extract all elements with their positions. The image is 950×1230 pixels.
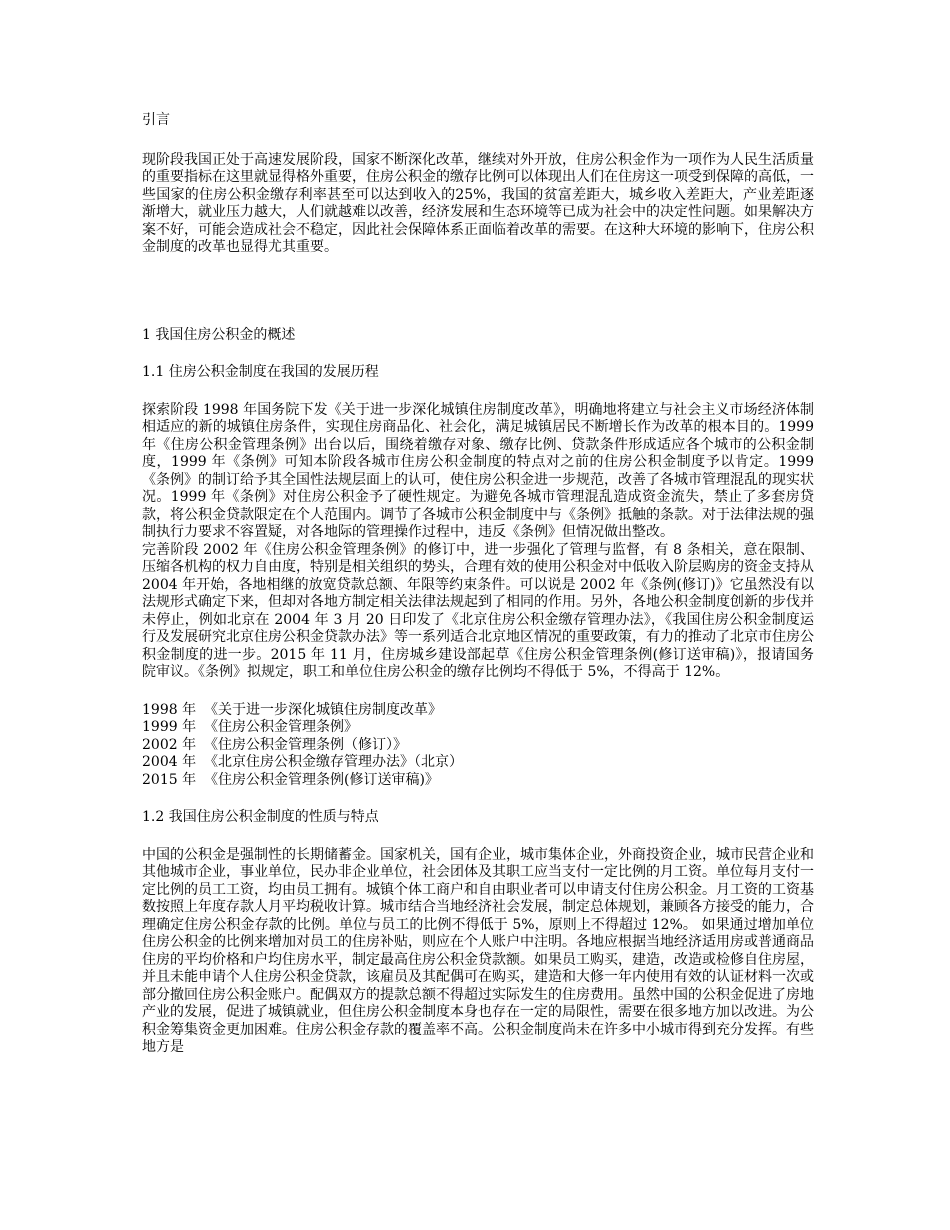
spacer (142, 789, 814, 809)
timeline-year: 1999 年 (142, 719, 197, 735)
timeline-document-title: 《关于进一步深化城镇住房制度改革》 (204, 701, 442, 718)
timeline-row (142, 754, 814, 772)
spacer (142, 382, 814, 402)
timeline-document-title: 《住房公积金管理条例(修订送审稿)》 (204, 771, 439, 788)
intro-heading: 引言 (142, 112, 170, 128)
section-1-heading: 1 我国住房公积金的概述 (142, 326, 296, 343)
spacer (142, 130, 814, 152)
timeline-year: 1998 年 (142, 701, 197, 718)
spacer (142, 344, 814, 364)
timeline-row (142, 772, 814, 790)
spacer (142, 257, 814, 327)
timeline-list (142, 702, 814, 790)
timeline-year: 2004 年 (142, 754, 197, 770)
timeline-document-title: 《住房公积金管理条例（修订）》 (204, 736, 407, 753)
timeline-row (142, 719, 814, 737)
section-1-1-paragraph-2: 完善阶段 2002 年《住房公积金管理条例》的修订中，进一步强化了管理与监督，有 8 条相关，意在限制、压缩各机构的权力自由度，特别是相关组织的势头，合理有效的使用公积金对中低收入阶层购房的资金支持从 2004 年开始，各地相继的放宽贷款总额、年限等约束条件。可以说是 2002 年《条例(修订)》它虽然没有以法规形式确定下来，但却对各地方制定相关法律法规起到了相同的作用。另外，各地公积金制度创新的步伐并未停止，例如北京在 2004 年 3 月 20 日印发了《北京住房公积金缴存管理办法》，《我国住房公积金制度运行及发展研究北京住房公积金贷款办法》等一系列适合北京地区情况的重要政策，有力的推动了北京市住房公积金制度的进一步。2015 年 11 月，住房城乡建设部起草《住房公积金管理条例(修订送审稿)》，报请国务院审议。《条例》拟规定，职工和单位住房公积金的缴存比例均不得低于 5%，不得高于 12%。 (142, 541, 814, 680)
timeline-year: 2002 年 (142, 736, 197, 753)
section-1-2-paragraph: 中国的公积金是强制性的长期储蓄金。国家机关，国有企业，城市集体企业，外商投资企业，城市民营企业和其他城市企业，事业单位，民办非企业单位，社会团体及其职工应当支付一定比例的月工资。单位每月支付一定比例的员工工资，均由员工拥有。城镇个体工商户和自由职业者可以申请支付住房公积金。月工资的工资基数按照上年度存款人月平均税收计算。城市结合当地经济社会发展，制定总体规划，兼顾各方接受的能力，合理确定住房公积金存款的比例。单位与员工的比例不得低于 5%，原则上不得超过 12%。 如果通过增加单位住房公积金的比例来增加对员工的住房补贴，则应在个人账户中注明。各地应根据当地经济适用房或普通商品住房的平均价格和户均住房水平，制定最高住房公积金贷款额。如果员工购买，建造，改造或检修自住房屋，并且未能申请个人住房公积金贷款，该雇员及其配偶可在购买，建造和大修一年内使用有效的认证材料一次或部分撤回住房公积金账户。配偶双方的提款总额不得超过实际发生的住房费用。虽然中国的公积金促进了房地产业的发展，促进了城镇就业，但住房公积金制度本身也存在一定的局限性，需要在很多地方加以改进。为公积金筹集资金更加困难。住房公积金存款的覆盖率不高。公积金制度尚未在许多中小城市得到充分发挥。有些地方是 (142, 846, 814, 1055)
timeline-document-title: 《北京住房公积金缴存管理办法》（北京） (204, 754, 463, 770)
section-1-1-paragraph-1: 探索阶段 1998 年国务院下发《关于进一步深化城镇住房制度改革》，明确地将建立与社会主义市场经济体制相适应的新的城镇住房条件，实现住房商品化、社会化，满足城镇居民不断增长作为改革的根本目的。1999 年《住房公积金管理条例》出台以后，围绕着缴存对象、缴存比例、贷款条件形成适应各个城市的公积金制度，1999 年《条例》可知本阶段各城市住房公积金制度的特点对之前的住房公积金制度予以肯定。1999《条例》的制订给予其全国性法规层面上的认可，使住房公积金进一步规范，改善了各城市管理混乱的现实状况。1999 年《条例》对住房公积金予了硬性规定。为避免各城市管理混乱造成资金流失，禁止了多套房贷款，将公积金贷款限定在个人范围内。调节了各城市公积金制度中与《条例》抵触的条款。对于法律法规的强制执行力要求不容置疑，对各地际的管理操作过程中，违反《条例》但情况做出整改。 (142, 401, 814, 540)
timeline-row (142, 702, 814, 720)
section-1-2-heading: 1.2 我国住房公积金制度的性质与特点 (142, 809, 379, 825)
spacer (142, 827, 814, 847)
spacer (142, 682, 814, 702)
timeline-row (142, 737, 814, 755)
document-page (142, 112, 814, 1057)
intro-paragraph: 现阶段我国正处于高速发展阶段，国家不断深化改革，继续对外开放，住房公积金作为一项作为人民生活质量的重要指标在这里就显得格外重要，住房公积金的缴存比例可以体现出人们在住房这一项受到保障的高低，一些国家的住房公积金缴存利率甚至可以达到收入的25%，我国的贫富差距大，城乡收入差距大，产业差距逐渐增大，就业压力越大，人们就越难以改善，经济发展和生态环境等已成为社会中的决定性问题。如果解决方案不好，可能会造成社会不稳定，因此社会保障体系正面临着改革的需要。在这种大环境的影响下，住房公积金制度的改革也显得尤其重要。 (142, 151, 814, 255)
timeline-document-title: 《住房公积金管理条例》 (204, 719, 358, 735)
timeline-year: 2015 年 (142, 771, 197, 788)
section-1-1-heading: 1.1 住房公积金制度在我国的发展历程 (142, 364, 379, 380)
